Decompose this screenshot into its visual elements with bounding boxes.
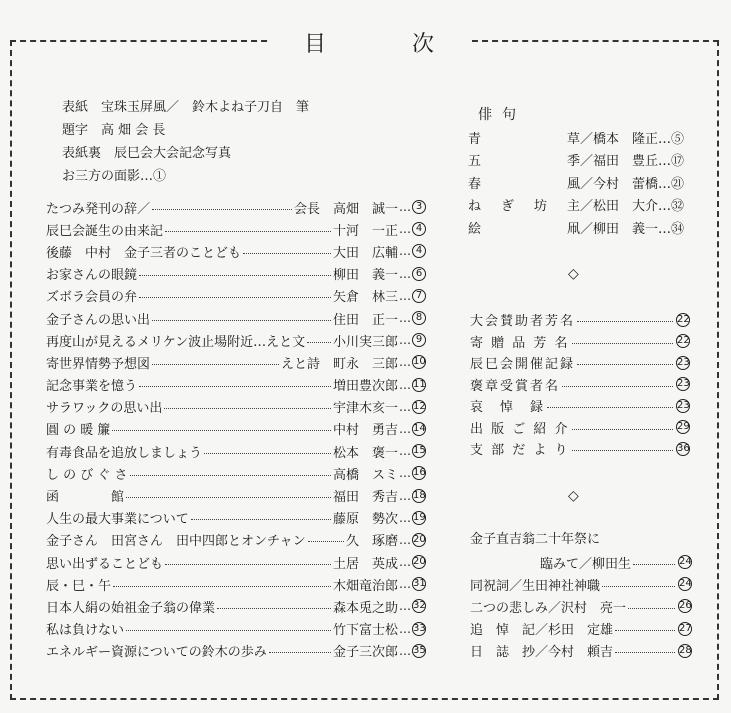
- entry-title: たつみ発刊の辞／: [46, 201, 151, 217]
- entry-title: 同祝詞／生田神社神職: [470, 578, 601, 594]
- leader-dots: …: [399, 510, 411, 525]
- toc-entry: [470, 618, 692, 640]
- entry-title: ズボラ会員の弁: [46, 290, 138, 306]
- leader-dots: [307, 342, 331, 343]
- page-number: 22: [677, 335, 690, 347]
- page-number: 4: [412, 222, 426, 236]
- entry-author: 高橋 スミ: [332, 467, 398, 483]
- toc-entry: [470, 374, 690, 396]
- entry-title: 函 館: [46, 490, 125, 506]
- cover-line: お三方の面影…①: [62, 169, 167, 184]
- haiku-entry: [468, 194, 688, 217]
- toc-entry: [470, 417, 690, 439]
- toc-entry: [470, 438, 690, 460]
- entry-title: 金子さん 田宮さん 田中四郎とオンチャン: [46, 534, 306, 550]
- toc-entry: [46, 218, 426, 240]
- entry-title: 記念事業を憶う: [46, 379, 138, 395]
- entry-author: 土居 英成: [332, 556, 398, 572]
- contents-list-left: [46, 196, 426, 662]
- divider-diamond: ◇: [568, 488, 579, 504]
- leader-dots: …: [399, 288, 411, 303]
- page-number: 35: [413, 644, 426, 656]
- page-number: 36: [677, 442, 690, 454]
- entry-title: エネルギー資源についての鈴木の歩み: [46, 645, 267, 661]
- entry-title: 哀 悼 録: [470, 400, 546, 416]
- entry-author: 木畑竜治郎: [332, 578, 398, 594]
- page-number: 23: [677, 399, 690, 411]
- entry-title: 人生の最大事業について: [46, 512, 189, 528]
- entry-title: 日本人絹の始祖金子翁の偉業: [46, 600, 216, 616]
- leader-dots: [602, 586, 675, 587]
- entry-author: 藤原 勢次: [332, 512, 398, 528]
- page-number: 9: [412, 333, 426, 347]
- page-number: 33: [413, 622, 426, 634]
- toc-entry: [470, 640, 692, 662]
- toc-entry: [470, 551, 692, 573]
- toc-entry: [46, 240, 426, 262]
- leader-dots: [572, 343, 673, 344]
- toc-entry: [46, 285, 426, 307]
- toc-entry: [46, 484, 426, 506]
- entry-title: 寄 贈 品 芳 名: [470, 335, 570, 351]
- leader-dots: …: [399, 355, 411, 370]
- leader-dots: [139, 386, 331, 387]
- leader-dots: [308, 541, 344, 542]
- leader-dots: [112, 430, 331, 431]
- contents-list-misc: [470, 309, 690, 460]
- entry-title: 私は負けない: [46, 623, 125, 639]
- leader-dots: …: [399, 555, 411, 570]
- leader-dots: …: [399, 599, 411, 614]
- entry-author: 大田 広輔: [332, 245, 398, 261]
- entry-title: サラワックの思い出: [46, 401, 163, 417]
- leader-dots: [139, 275, 331, 276]
- entry-title: 出 版 ご 紹 介: [470, 421, 570, 437]
- leader-dots: [577, 321, 673, 322]
- toc-entry: [470, 595, 692, 617]
- leader-dots: [165, 564, 331, 565]
- leader-dots: [164, 408, 331, 409]
- page-number: 31: [413, 578, 426, 590]
- page-number: 22: [677, 313, 690, 325]
- toc-entry: [46, 374, 426, 396]
- entry-title: 追 悼 記／杉田 定雄: [470, 623, 614, 639]
- title-char-left: 目: [304, 31, 329, 57]
- toc-entry: [470, 352, 690, 374]
- entry-author: 住田 正一: [332, 312, 398, 328]
- contents-list-memorial: [470, 529, 692, 662]
- toc-entry: [46, 263, 426, 285]
- leader-dots: …: [399, 266, 411, 281]
- entry-title: 臨みて／柳田生: [540, 556, 632, 572]
- leader-dots: [204, 453, 331, 454]
- toc-entry: [46, 351, 426, 373]
- leader-dots: [152, 320, 331, 321]
- entry-title: 思い出ずることども: [46, 556, 164, 572]
- entry-author: 会長 高畑 誠一: [293, 201, 398, 217]
- entry-author: 福田 秀吉: [332, 490, 398, 506]
- haiku-author: ／柳田 義一…㉞: [580, 221, 685, 237]
- entry-author: 矢倉 林三: [332, 290, 398, 306]
- toc-entry: [470, 309, 690, 331]
- page-number: 23: [677, 378, 690, 390]
- entry-title: 後藤 中村 金子三者のことども: [46, 245, 242, 261]
- page-number: 19: [413, 511, 426, 523]
- cover-line: 表紙裏 辰巳会大会記念写真: [62, 146, 232, 161]
- leader-dots: …: [399, 488, 411, 503]
- page-title: [270, 22, 470, 62]
- leader-dots: [126, 497, 331, 498]
- toc-entry: [46, 462, 426, 484]
- leader-dots: [615, 652, 675, 653]
- leader-dots: [126, 630, 331, 631]
- page-number: 24: [679, 578, 692, 590]
- leader-dots: [139, 297, 331, 298]
- leader-dots: [243, 253, 331, 254]
- entry-author: 久 琢磨: [345, 534, 398, 550]
- leader-dots: [152, 364, 279, 365]
- entry-title: 有毒食品を追放しましょう: [46, 445, 203, 461]
- entry-author: 松本 褒一: [332, 445, 398, 461]
- entry-title: 辰巳会開催記録: [470, 357, 576, 373]
- page-number: 10: [413, 356, 426, 368]
- leader-dots: [152, 209, 292, 210]
- page-number: 20: [413, 556, 426, 568]
- page-number: 20: [413, 533, 426, 545]
- page-number: 11: [413, 378, 426, 390]
- divider-diamond: ◇: [568, 266, 579, 282]
- page-number: 12: [413, 400, 426, 412]
- leader-dots: [572, 450, 673, 451]
- leader-dots: …: [399, 311, 411, 326]
- leader-dots: [562, 386, 673, 387]
- page-number: 28: [679, 644, 692, 656]
- leader-dots: [577, 364, 673, 365]
- leader-dots: [269, 652, 331, 653]
- entry-title: 寄世界情勢予想図: [46, 356, 151, 372]
- leader-dots: [615, 630, 675, 631]
- leader-dots: [130, 475, 331, 476]
- leader-dots: …: [399, 621, 411, 636]
- entry-title: 日 誌 抄／今村 頼吉: [470, 645, 614, 661]
- entry-author: 森本兎之助: [332, 600, 398, 616]
- leader-dots: [191, 519, 331, 520]
- haiku-theme: 春 風: [468, 176, 580, 192]
- leader-dots: …: [399, 377, 411, 392]
- entry-author: 増田豊次郎: [332, 379, 398, 395]
- page-number: 4: [412, 244, 426, 258]
- page-number: 24: [679, 556, 692, 568]
- leader-dots: …: [399, 399, 411, 414]
- leader-dots: [572, 429, 673, 430]
- entry-author: 宇津木亥一: [332, 401, 398, 417]
- leader-dots: …: [399, 421, 411, 436]
- leader-dots: [165, 231, 331, 232]
- entry-author: 竹下富士松: [332, 623, 398, 639]
- haiku-author: ／松田 大介…㉜: [580, 199, 685, 215]
- toc-entry: [46, 307, 426, 329]
- toc-entry: [46, 440, 426, 462]
- page-number: 16: [413, 467, 426, 479]
- entry-author: 柳田 義一: [332, 268, 398, 284]
- page-number: 15: [413, 445, 426, 457]
- entry-author: 中村 勇吉: [332, 423, 398, 439]
- toc-entry: [46, 573, 426, 595]
- cover-notes: [62, 96, 309, 188]
- toc-entry: [46, 396, 426, 418]
- entry-title: 圓 の 暖 簾: [46, 423, 111, 439]
- entry-title: し の び ぐ さ: [46, 467, 128, 483]
- haiku-theme: 五 季: [468, 154, 580, 170]
- toc-entry: [46, 196, 426, 218]
- page-number: 27: [679, 622, 692, 634]
- haiku-entry: [468, 149, 688, 172]
- leader-dots: …: [399, 577, 411, 592]
- haiku-author: ／福田 豊丘…⑰: [580, 154, 685, 170]
- toc-entry: [46, 595, 426, 617]
- haiku-author: ／橋本 隆正…⑤: [580, 131, 685, 147]
- haiku-entry: [468, 126, 688, 149]
- leader-dots: …: [399, 333, 411, 348]
- leader-dots: [547, 407, 673, 408]
- page-number: 3: [412, 200, 426, 214]
- page-number: 6: [412, 267, 426, 281]
- page-number: 29: [677, 421, 690, 433]
- haiku-author: ／今村 蕾橋…㉑: [580, 176, 685, 192]
- leader-dots: [217, 608, 331, 609]
- toc-entry: [46, 551, 426, 573]
- haiku-heading: 俳句: [478, 107, 526, 123]
- page-number: 7: [412, 289, 426, 303]
- entry-author: えと詩 町永 三郎: [280, 356, 398, 372]
- page-number: 26: [679, 600, 692, 612]
- haiku-entry: [468, 171, 688, 194]
- page-number: 32: [413, 600, 426, 612]
- leader-dots: [633, 564, 675, 565]
- leader-dots: …: [399, 200, 411, 215]
- haiku-theme: ね ぎ 坊 主: [468, 199, 580, 215]
- entry-title: 支 部 だ よ り: [470, 443, 570, 459]
- toc-entry: [46, 418, 426, 440]
- leader-dots: …: [399, 244, 411, 259]
- toc-entry: [470, 573, 692, 595]
- entry-title: お家さんの眼鏡: [46, 268, 138, 284]
- entry-author: 十河 一正: [332, 223, 398, 239]
- entry-author: 金子三次郎: [332, 645, 398, 661]
- toc-entry: [46, 329, 426, 351]
- cover-line: 題字 高 畑 会 長: [62, 123, 166, 138]
- entry-title: 褒章受賞者名: [470, 378, 561, 394]
- entry-title: 二つの悲しみ／沢村 亮一: [470, 600, 627, 616]
- page-number: 23: [677, 356, 690, 368]
- entry-title: 辰・巳・午: [46, 578, 112, 594]
- haiku-list: [468, 126, 688, 239]
- haiku-entry: [468, 216, 688, 239]
- entry-title: 大会賛助者芳名: [470, 314, 576, 330]
- leader-dots: …: [399, 643, 411, 658]
- cover-line: 表紙 宝珠玉屏風／ 鈴木よね子刀自 筆: [62, 100, 310, 115]
- haiku-theme: 青 草: [468, 131, 580, 147]
- entry-title: 辰巳会誕生の由来記: [46, 223, 164, 239]
- leader-dots: …: [399, 466, 411, 481]
- leader-dots: …: [399, 444, 411, 459]
- toc-entry: [46, 618, 426, 640]
- toc-entry: [46, 529, 426, 551]
- leader-dots: …: [399, 222, 411, 237]
- leader-dots: [628, 608, 675, 609]
- toc-entry: [46, 507, 426, 529]
- page-number: 14: [413, 422, 426, 434]
- toc-entry: [46, 640, 426, 662]
- leader-dots: …: [399, 532, 411, 547]
- entry-title: 再度山が見えるメリケン波止場附近…えと文: [46, 334, 306, 350]
- memorial-intro: 金子直吉翁二十年祭に: [470, 532, 601, 547]
- page-number: 8: [412, 311, 426, 325]
- entry-author: 小川実三郎: [332, 334, 398, 350]
- title-char-right: 次: [411, 31, 436, 57]
- entry-title: 金子さんの思い出: [46, 312, 151, 328]
- toc-entry: [470, 331, 690, 353]
- toc-entry: [470, 395, 690, 417]
- haiku-theme: 絵 凧: [468, 221, 580, 237]
- leader-dots: [113, 586, 331, 587]
- page-number: 18: [413, 489, 426, 501]
